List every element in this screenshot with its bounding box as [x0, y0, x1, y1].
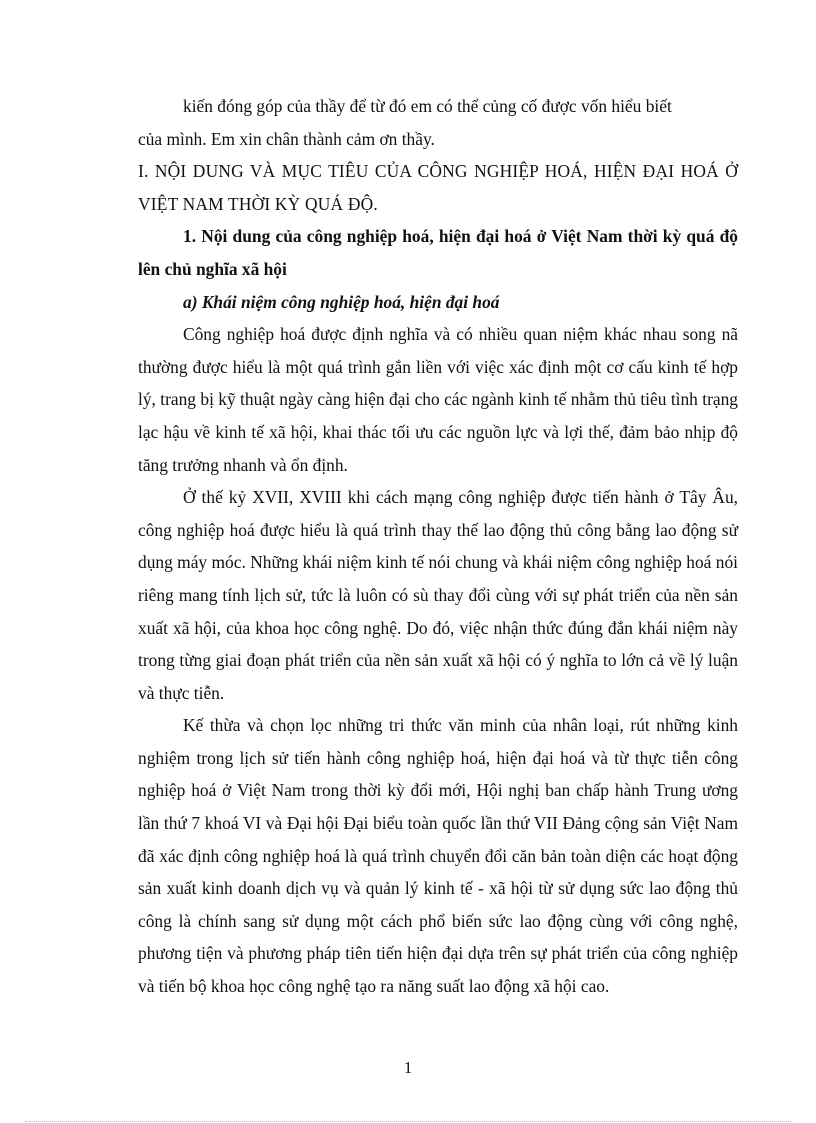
paragraph-intro-continued: của mình. Em xin chân thành cảm ơn thầy.	[138, 128, 435, 149]
section-heading: I. NỘI DUNG VÀ MỤC TIÊU CỦA CÔNG NGHIỆP HOÁ, HIỆN ĐẠI HOÁ Ở VIỆT NAM THỜI KỲ QUÁ ĐỘ.	[138, 161, 738, 214]
paragraph-history: Ở thế kỷ XVII, XVIII khi cách mạng công nghiệp được tiến hành ở Tây Âu, công nghiệp hoá được hiểu là quá trình thay thế lao động thủ công bằng lao động sử dụng máy móc. Những khái niệm kinh tế nói chung và khái niệm công nghiệp hoá nói riêng mang tính lịch sử, tức là luôn có sù thay đổi cùng với sự phát triển của nền sản xuất xã hội, của khoa học công nghệ. Do đó, việc nhận thức đúng đắn khái niệm này trong từng giai đoạn phát triển của nền sản xuất xã hội có ý nghĩa to lớn cả về lý luận và thực tiễn.	[138, 487, 738, 703]
paragraph-definition: Công nghiệp hoá được định nghĩa và có nhiều quan niệm khác nhau song nã thường được hiểu là một quá trình gắn liền với việc xác định một cơ cấu kinh tế hợp lý, trang bị kỹ thuật ngày càng hiện đại cho các ngành kinh tế nhằm thủ tiêu tình trạng lạc hậu về kinh tế xã hội, khai thác tối ưu các nguồn lực và lợi thế, đảm bảo nhịp độ tăng trưởng nhanh và ổn định.	[138, 324, 738, 475]
subsubsection-heading: a) Khái niệm công nghiệp hoá, hiện đại hoá	[183, 291, 500, 312]
page-bottom-divider	[25, 1121, 791, 1122]
paragraph-intro: kiến đóng góp của thầy để từ đó em có thể củng cố được vốn hiểu biết	[183, 96, 672, 116]
page-number: 1	[403, 1058, 413, 1077]
paragraph-party-definition: Kế thừa và chọn lọc những tri thức văn minh của nhân loại, rút những kinh nghiệm trong lịch sử tiến hành công nghiệp hoá, hiện đại hoá và từ thực tiễn công nghiệp hoá ở Việt Nam trong thời kỳ đổi mới, Hội nghị ban chấp hành Trung ương lần thứ 7 khoá VI và Đại hội Đại biểu toàn quốc lần thứ VII Đảng cộng sản Việt Nam đã xác định công nghiệp hoá là quá trình chuyển đổi căn bản toàn diện các hoạt động sản xuất kinh doanh dịch vụ và quản lý kinh tế - xã hội từ sử dụng sức lao động thủ công là chính sang sử dụng một cách phổ biến sức lao động cùng với công nghệ, phương tiện và phương pháp tiên tiến hiện đại dựa trên sự phát triển của công nghiệp và tiến bộ khoa học công nghệ tạo ra năng suất lao động xã hội cao.	[138, 715, 738, 997]
subsection-heading: 1. Nội dung của công nghiệp hoá, hiện đại hoá ở Việt Nam thời kỳ quá độ lên chủ nghĩa xã hội	[138, 226, 738, 279]
page-body	[138, 90, 738, 1003]
